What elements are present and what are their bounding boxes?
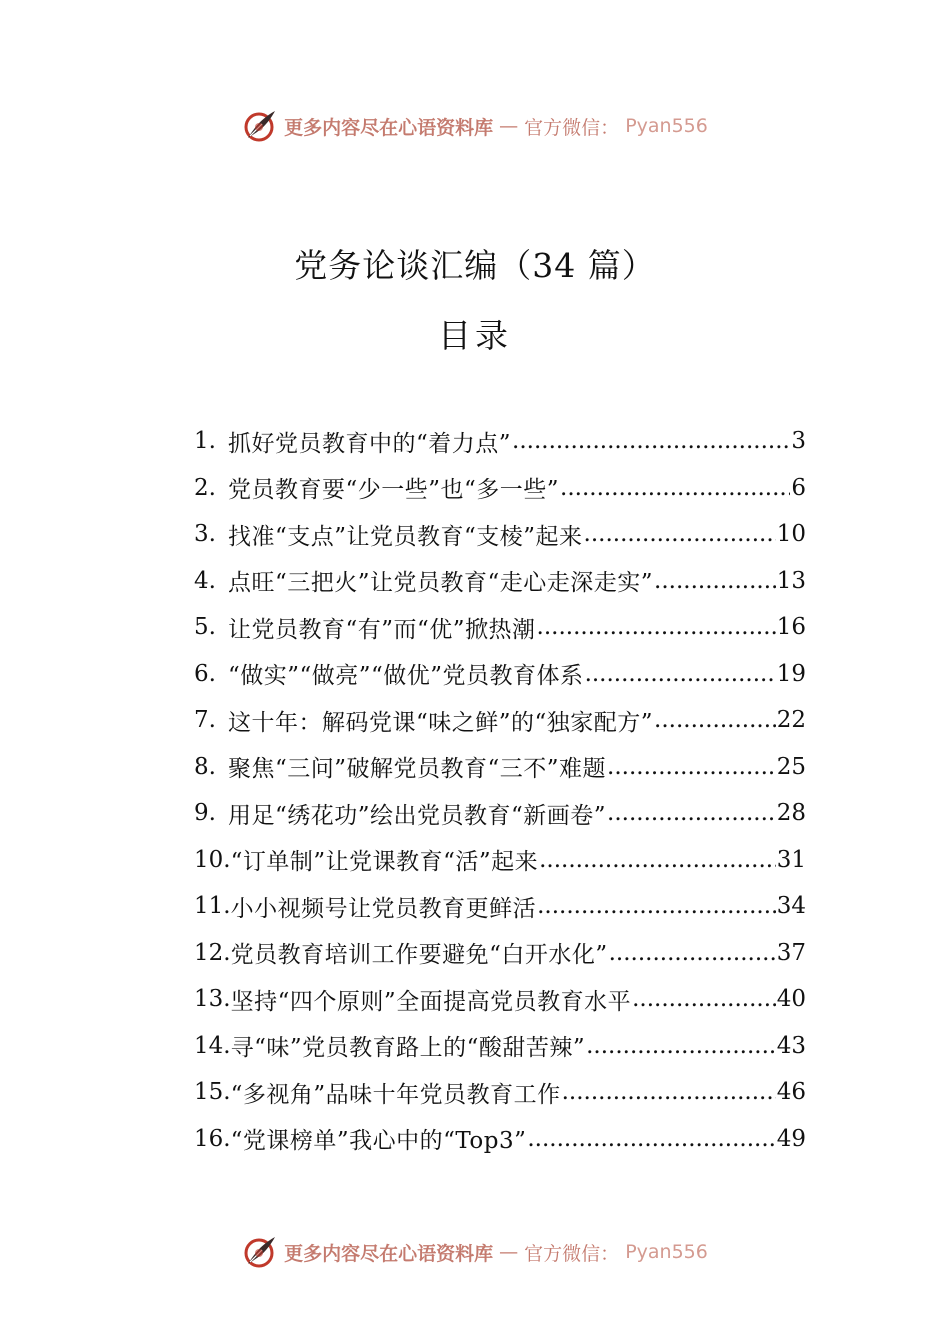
toc-entry-title: 党员教育要“少一些”也“多一些” bbox=[228, 477, 560, 504]
footer-wechat-label: 官方微信： bbox=[524, 1242, 620, 1265]
toc-entry[interactable] bbox=[194, 697, 806, 744]
toc-entry-title: “多视角”品味十年党员教育工作 bbox=[230, 1081, 561, 1108]
toc-entry-title: 小小视频号让党员教育更鲜活 bbox=[230, 895, 537, 922]
toc-entry-title: 坚持“四个原则”全面提高党员教育水平 bbox=[230, 988, 632, 1015]
toc-entry-number: 6. bbox=[194, 660, 216, 687]
table-of-contents bbox=[194, 418, 806, 1162]
toc-entry-number: 2. bbox=[194, 474, 216, 501]
toc-entry-page: 19 bbox=[776, 660, 806, 687]
toc-entry-title: “订单制”让党课教育“活”起来 bbox=[230, 849, 539, 876]
toc-entry[interactable] bbox=[194, 651, 806, 698]
toc-entry[interactable] bbox=[194, 1116, 806, 1163]
toc-entry-page: 22 bbox=[776, 707, 806, 734]
toc-entry-page: 16 bbox=[776, 614, 806, 641]
toc-entry-number: 5. bbox=[194, 614, 216, 641]
toc-entry-leader bbox=[585, 661, 776, 687]
toc-entry[interactable] bbox=[194, 790, 806, 837]
header-banner-content bbox=[242, 108, 708, 144]
toc-entry-page: 3 bbox=[791, 428, 806, 455]
toc-entry[interactable] bbox=[194, 1069, 806, 1116]
toc-entry[interactable] bbox=[194, 604, 806, 651]
footer-banner bbox=[0, 1232, 950, 1272]
toc-entry-title: 让党员教育“有”而“优”掀热潮 bbox=[228, 616, 536, 643]
toc-entry-page: 40 bbox=[776, 986, 806, 1013]
toc-entry-page: 6 bbox=[791, 474, 806, 501]
toc-entry[interactable] bbox=[194, 511, 806, 558]
footer-banner-content bbox=[242, 1234, 708, 1270]
toc-entry[interactable] bbox=[194, 837, 806, 884]
quill-logo-icon bbox=[242, 108, 278, 144]
toc-entry-title: 点旺“三把火”让党员教育“走心走深走实” bbox=[228, 570, 654, 597]
toc-entry-leader bbox=[527, 1126, 775, 1152]
footer-banner-separator: — bbox=[499, 1241, 519, 1263]
toc-entry-page: 28 bbox=[776, 800, 806, 827]
toc-entry-title: 党员教育培训工作要避免“白开水化” bbox=[230, 942, 608, 969]
toc-entry-number: 14. bbox=[194, 1032, 231, 1059]
toc-entry-page: 13 bbox=[776, 567, 806, 594]
toc-entry-page: 37 bbox=[776, 939, 806, 966]
toc-entry-page: 46 bbox=[776, 1079, 806, 1106]
toc-entry-leader bbox=[654, 568, 776, 594]
toc-heading: 目录 bbox=[438, 316, 512, 355]
toc-entry-leader bbox=[584, 521, 776, 547]
toc-entry-leader bbox=[560, 475, 790, 501]
toc-entry-page: 34 bbox=[776, 893, 806, 920]
header-banner bbox=[0, 106, 950, 146]
toc-entry-leader bbox=[537, 893, 776, 919]
toc-entry-number: 12. bbox=[194, 939, 231, 966]
header-banner-text: 更多内容尽在心语资料库 bbox=[284, 116, 494, 139]
header-wechat-label: 官方微信： bbox=[524, 116, 620, 139]
toc-entry-number: 15. bbox=[194, 1079, 231, 1106]
toc-entry-page: 25 bbox=[776, 753, 806, 780]
toc-entry-leader bbox=[539, 847, 776, 873]
header-banner-separator: — bbox=[499, 115, 519, 137]
toc-entry[interactable] bbox=[194, 465, 806, 512]
toc-entry-leader bbox=[607, 754, 776, 780]
toc-entry-number: 13. bbox=[194, 986, 231, 1013]
toc-entry[interactable] bbox=[194, 1023, 806, 1070]
toc-entry[interactable] bbox=[194, 976, 806, 1023]
toc-entry-title: 找准“支点”让党员教育“支棱”起来 bbox=[228, 523, 583, 550]
toc-entry-title: 这十年：解码党课“味之鲜”的“独家配方” bbox=[228, 709, 654, 736]
toc-entry-leader bbox=[562, 1079, 776, 1105]
toc-entry-leader bbox=[512, 428, 790, 454]
toc-entry-page: 31 bbox=[776, 846, 806, 873]
toc-entry[interactable] bbox=[194, 744, 806, 791]
toc-entry-number: 3. bbox=[194, 521, 216, 548]
toc-entry-leader bbox=[654, 707, 776, 733]
toc-entry-title: 寻“味”党员教育路上的“酸甜苦辣” bbox=[230, 1035, 586, 1062]
toc-entry-leader bbox=[632, 986, 776, 1012]
toc-entry-leader bbox=[586, 1033, 776, 1059]
document-title: 党务论谈汇编（34 篇） bbox=[294, 246, 656, 285]
toc-entry-number: 9. bbox=[194, 800, 216, 827]
header-wechat-id: Pyan556 bbox=[625, 115, 708, 137]
toc-entry-number: 16. bbox=[194, 1125, 231, 1152]
toc-entry-number: 1. bbox=[194, 428, 216, 455]
toc-entry[interactable] bbox=[194, 930, 806, 977]
toc-entry[interactable] bbox=[194, 418, 806, 465]
quill-logo-icon bbox=[242, 1234, 278, 1270]
toc-entry-number: 4. bbox=[194, 567, 216, 594]
toc-entry-number: 7. bbox=[194, 707, 216, 734]
toc-entry-leader bbox=[609, 940, 776, 966]
toc-entry-leader bbox=[607, 800, 776, 826]
toc-entry-leader bbox=[537, 614, 776, 640]
footer-wechat-id: Pyan556 bbox=[625, 1241, 708, 1263]
toc-entry-page: 49 bbox=[776, 1125, 806, 1152]
toc-entry-title: 用足“绣花功”绘出党员教育“新画卷” bbox=[228, 802, 607, 829]
toc-entry-title: “做实”“做亮”“做优”党员教育体系 bbox=[228, 663, 584, 690]
footer-banner-text: 更多内容尽在心语资料库 bbox=[284, 1242, 494, 1265]
toc-entry-number: 11. bbox=[194, 893, 231, 920]
toc-entry-number: 8. bbox=[194, 753, 216, 780]
toc-entry-page: 43 bbox=[776, 1032, 806, 1059]
toc-entry-page: 10 bbox=[776, 521, 806, 548]
toc-entry[interactable] bbox=[194, 558, 806, 605]
toc-entry-title: 聚焦“三问”破解党员教育“三不”难题 bbox=[228, 756, 607, 783]
toc-entry-title: “党课榜单”我心中的“Top3” bbox=[230, 1128, 527, 1155]
toc-entry-number: 10. bbox=[194, 846, 231, 873]
toc-entry[interactable] bbox=[194, 883, 806, 930]
toc-entry-title: 抓好党员教育中的“着力点” bbox=[228, 430, 512, 457]
